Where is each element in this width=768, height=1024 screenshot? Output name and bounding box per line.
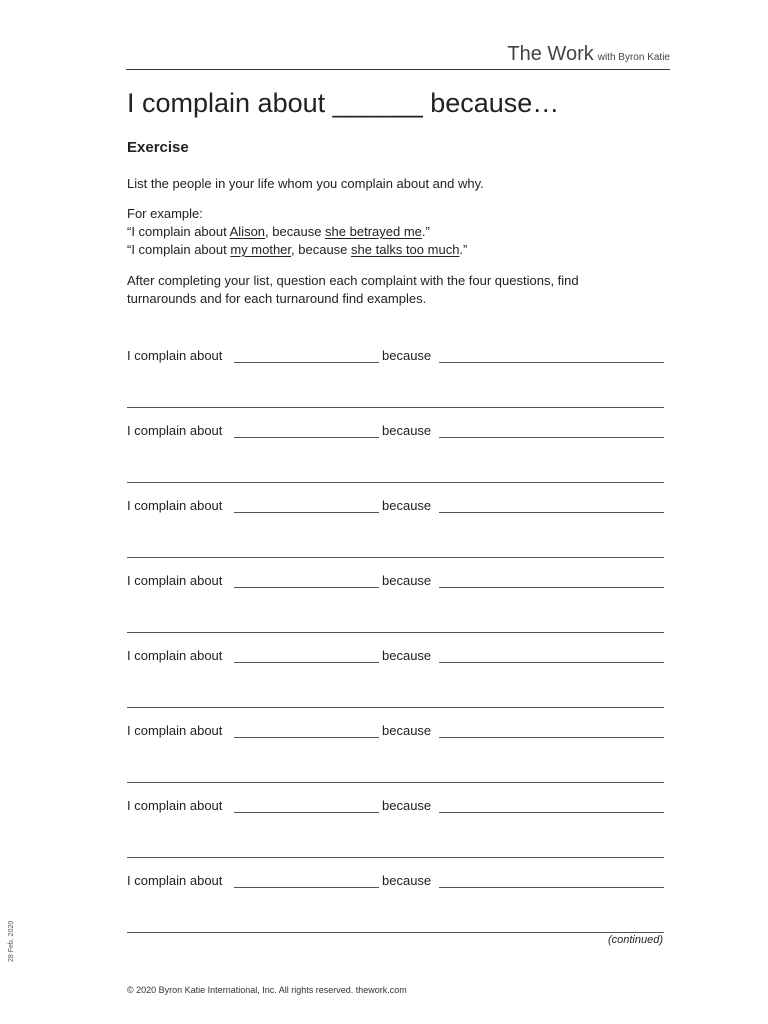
complain-label: I complain about xyxy=(127,648,223,663)
continued-note: (continued) xyxy=(607,934,663,946)
who-blank[interactable] xyxy=(234,362,379,363)
complaint-row xyxy=(127,573,664,633)
why-blank[interactable] xyxy=(439,812,664,813)
who-blank[interactable] xyxy=(234,812,379,813)
why-blank[interactable] xyxy=(439,587,664,588)
example-text: .” xyxy=(421,224,430,239)
page-header xyxy=(126,40,670,70)
complain-label: I complain about xyxy=(127,873,223,888)
brand-sub: with Byron Katie xyxy=(597,52,670,63)
who-blank[interactable] xyxy=(234,662,379,663)
who-blank[interactable] xyxy=(234,887,379,888)
because-label: because xyxy=(382,423,432,438)
example-reason: she betrayed me xyxy=(325,224,422,239)
continuation-line[interactable] xyxy=(127,557,664,558)
why-blank[interactable] xyxy=(439,437,664,438)
instructions-line-2: turnarounds and for each turnaround find examples. xyxy=(127,291,427,306)
continuation-line[interactable] xyxy=(127,632,664,633)
why-blank[interactable] xyxy=(439,362,664,363)
because-label: because xyxy=(382,648,432,663)
why-blank[interactable] xyxy=(439,512,664,513)
complain-label: I complain about xyxy=(127,723,223,738)
example-subject: my mother xyxy=(230,242,292,257)
why-blank[interactable] xyxy=(439,887,664,888)
brand-main: The Work xyxy=(507,43,594,65)
because-label: because xyxy=(382,348,432,363)
complaint-row xyxy=(127,873,664,933)
continuation-line[interactable] xyxy=(127,707,664,708)
complaint-row xyxy=(127,498,664,558)
continuation-line[interactable] xyxy=(127,482,664,483)
example-text: , because xyxy=(291,242,352,257)
copyright-footer: © 2020 Byron Katie International, Inc. All rights reserved. thework.com xyxy=(127,985,407,995)
because-label: because xyxy=(382,723,432,738)
complaint-row xyxy=(127,648,664,708)
example-heading: For example: xyxy=(127,206,203,221)
complain-label: I complain about xyxy=(127,348,223,363)
example-text: “I complain about xyxy=(127,224,230,239)
example-reason: she talks too much xyxy=(351,242,460,257)
who-blank[interactable] xyxy=(234,512,379,513)
complain-label: I complain about xyxy=(127,423,223,438)
who-blank[interactable] xyxy=(234,587,379,588)
continuation-line[interactable] xyxy=(127,932,664,933)
example-text: “I complain about xyxy=(127,242,231,257)
why-blank[interactable] xyxy=(439,662,664,663)
page-title: I complain about ______ because… xyxy=(127,88,560,118)
example-text: , because xyxy=(265,224,326,239)
continuation-line[interactable] xyxy=(127,407,664,408)
section-heading: Exercise xyxy=(127,139,189,156)
complaint-row xyxy=(127,723,664,783)
because-label: because xyxy=(382,798,432,813)
who-blank[interactable] xyxy=(234,737,379,738)
brand xyxy=(507,43,670,66)
complaint-row xyxy=(127,798,664,858)
example-text: .” xyxy=(459,242,468,257)
why-blank[interactable] xyxy=(439,737,664,738)
example-line-1 xyxy=(127,223,430,241)
complain-label: I complain about xyxy=(127,573,223,588)
continuation-line[interactable] xyxy=(127,857,664,858)
example-line-2 xyxy=(127,241,467,259)
who-blank[interactable] xyxy=(234,437,379,438)
because-label: because xyxy=(382,573,432,588)
complain-label: I complain about xyxy=(127,798,223,813)
because-label: because xyxy=(382,498,432,513)
complaint-row xyxy=(127,423,664,483)
instructions-line-1: After completing your list, question each complaint with the four questions, find xyxy=(127,273,579,288)
complain-label: I complain about xyxy=(127,498,223,513)
continuation-line[interactable] xyxy=(127,782,664,783)
because-label: because xyxy=(382,873,432,888)
example-subject: Alison xyxy=(229,224,266,239)
revision-date: 28 Feb. 2020 xyxy=(8,920,15,962)
complaint-row xyxy=(127,348,664,408)
intro-text: List the people in your life whom you complain about and why. xyxy=(127,176,484,191)
